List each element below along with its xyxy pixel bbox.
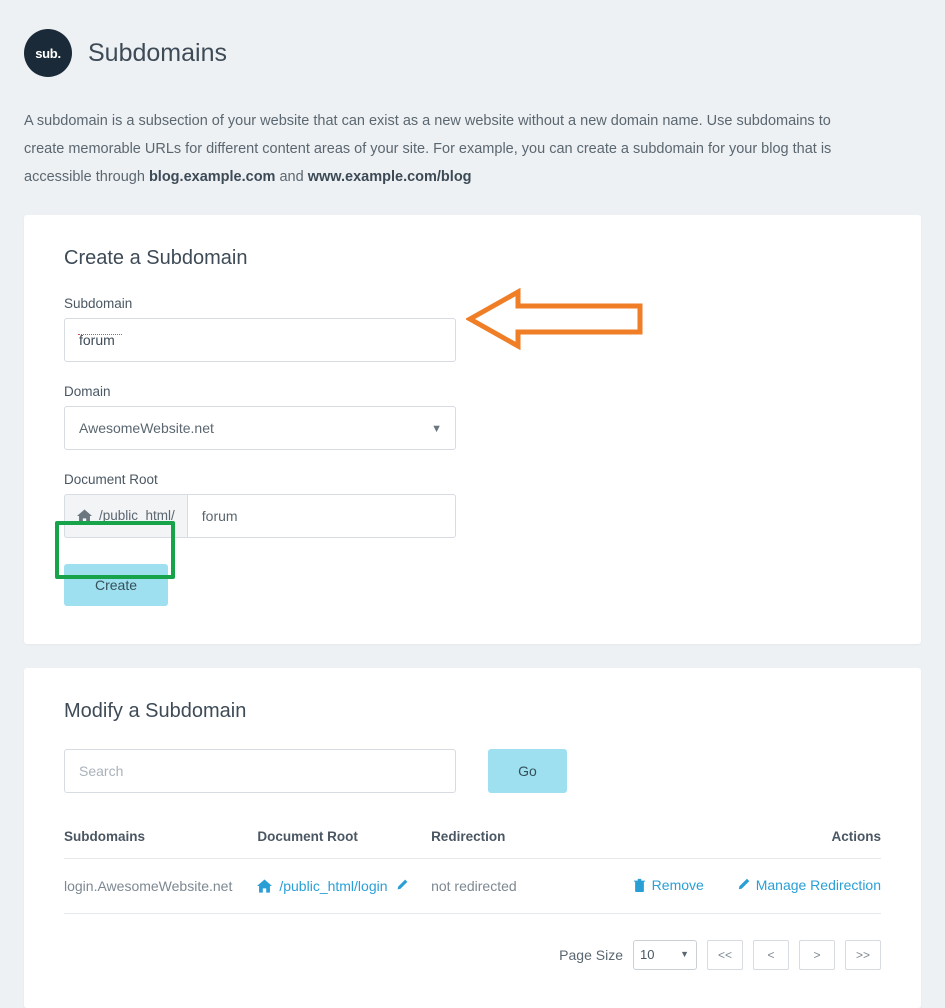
subdomain-label: Subdomain [64,295,133,311]
description-conjunction: and [275,168,308,185]
domain-label: Domain [64,383,111,399]
column-document-root: Document Root [257,829,431,859]
page-size-wrapper [633,940,697,970]
page-size-label: Page Size [559,946,623,963]
description-example-2: www.example.com/blog [307,168,472,185]
prev-page-button[interactable]: < [753,940,789,970]
home-icon [257,879,272,893]
chevron-down-icon: ▼ [431,422,442,435]
first-page-button[interactable]: << [707,940,743,970]
subdomain-badge-icon [24,29,72,77]
row-document-root-cell [257,858,431,913]
manage-redirection-link[interactable] [736,877,881,893]
table-row [64,858,881,913]
next-page-button[interactable]: > [799,940,835,970]
table-body [64,858,881,913]
pencil-icon[interactable] [395,879,408,892]
domain-select-wrapper [64,406,456,450]
column-redirection: Redirection [431,829,605,859]
subdomain-input[interactable] [64,318,456,362]
go-button[interactable]: Go [488,749,567,793]
page-size-select[interactable] [633,940,697,970]
logo-text: sub. [35,45,61,61]
modify-subdomain-card [24,668,921,1008]
manage-redirection-label: Manage Redirection [755,876,881,893]
row-document-root-text: /public_html/login [279,877,388,894]
create-card-title: Create a Subdomain [64,246,248,269]
page-title: Subdomains [88,38,227,67]
document-root-prefix-text: /public_html/ [99,508,175,523]
home-icon [77,509,92,523]
pagination-controls [64,940,881,970]
search-input[interactable] [64,749,456,793]
page-description [24,107,854,191]
document-root-prefix [64,494,187,538]
domain-select[interactable] [64,406,456,450]
pencil-icon [736,878,750,892]
page-header [24,0,921,85]
subdomains-table [64,829,881,914]
document-root-row [64,494,456,538]
description-example-1: blog.example.com [148,168,276,185]
chevron-down-icon: ▼ [680,948,689,959]
search-row [64,749,881,793]
remove-link[interactable] [633,877,704,893]
row-redirection: not redirected [431,858,605,913]
trash-icon [633,878,646,892]
description-text: A subdomain is a subsection of your website that can exist as a new website without a new domain name. Use subdomains to create memorable URLs for different content areas of your site. For example, you can create a subdomain for your blog that is accessible through [24,112,832,185]
modify-card-title: Modify a Subdomain [64,699,247,722]
document-root-input[interactable] [187,494,456,538]
row-actions [605,858,881,913]
last-page-button[interactable]: >> [845,940,881,970]
table-header [64,829,881,859]
remove-label: Remove [651,876,704,893]
row-document-root[interactable] [257,878,431,894]
document-root-label: Document Root [64,471,158,487]
row-subdomain: login.AwesomeWebsite.net [64,858,257,913]
table-header-row [64,829,881,859]
create-button[interactable]: Create [64,564,168,606]
column-subdomains: Subdomains [64,829,257,859]
subdomain-input-underline [78,334,122,335]
create-subdomain-card [24,215,921,644]
column-actions: Actions [605,829,881,859]
